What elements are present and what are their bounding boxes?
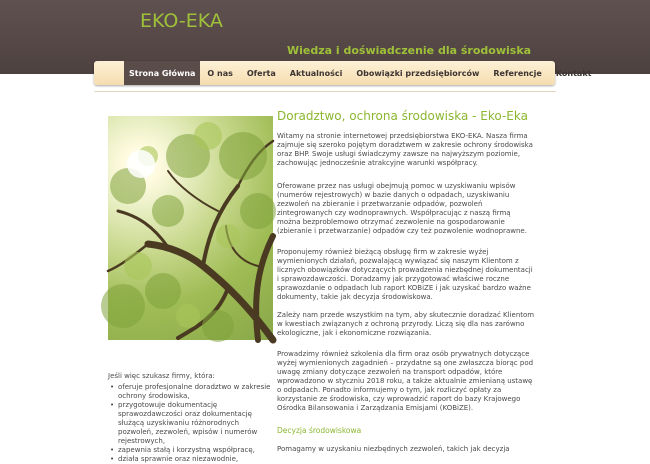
list-item: • przygotowuje dokumentację sprawozdawczości oraz dokumentację służącą uzyskiwaniu różnorodnych pozwoleń, zezwoleń, wpisów i numerów rejestrowych, [108,401,273,446]
nav-item-offer[interactable]: Oferta [246,68,276,78]
page-title: Doradztwo, ochrona środowiska - Eko-Eka [277,109,528,123]
nav-item-references[interactable]: Referencje [493,68,542,78]
nav-item-about[interactable]: O nas [207,68,233,78]
intro-paragraph: Witamy na stronie internetowej przedsiębiorstwa EKO-EKA. Nasza firma zajmuje się szeroko pojętym doradztwem w zakresie ochrony środowiska oraz BHP. Swoje usługi świadczymy zawsze na najwyższym poziomie, zachowując jednocześnie atrakcyjne warunki współpracy. [277,132,533,167]
nav-item-home[interactable]: Strona Główna [124,61,200,85]
services-paragraph: Oferowane przez nas usługi obejmują pomoc w uzyskiwaniu wpisów (numerów rejestrowych) w bazie danych o odpadach, uzyskiwaniu zezwoleń na zbieranie i przetwarzanie odpadów, pozwoleń zintegrowanych czy wodnoprawnych. Współpracując z naszą firmą można bezproblemowo otrzymać zezwolenie na gospodarowanie (zbieranie i przetwarzanie) odpadów czy też pozwolenie wodnoprawne. [277,182,527,235]
left-column [108,372,273,464]
site-logo[interactable]: EKO-EKA [140,10,223,32]
benefits-list [108,383,273,464]
nav-item-obligations[interactable]: Obowiązki przedsiębiorców [356,68,480,78]
nav-item-news[interactable]: Aktualności [289,68,343,78]
advice-paragraph: Zależy nam przede wszystkim na tym, aby skutecznie doradzać Klientom w kwestiach związanych z ochroną przyrody. Liczą się dla nas zarówno ekologiczne, jak i ekonomiczne rozwiązania. [277,311,535,337]
site-tagline: Wiedza i doświadczenie dla środowiska [287,44,532,57]
training-paragraph: Prowadzimy również szkolenia dla firm oraz osób prywatnych dotyczące wyżej wymienionych zagadnień – przydatne są one zwłaszcza biorąc pod uwagę zmiany dotyczące zezwoleń na transport odpadów, które wprowadzono w styczniu 2018 roku, a także aktualnie zmienianą ustawę o odpadach. Ponadto informujemy o tym, jak rozliczyć opłaty za korzystanie ze środowiska, czy wprowadzić raport do bazy Krajowego Ośrodka Bilansowania i Zarządzania Emisjami (KOBiZE). [277,350,534,412]
main-nav [94,61,592,85]
list-item: • zapewnia stałą i korzystną współpracę, [108,446,273,455]
tree-canopy-photo [108,116,273,340]
decision-paragraph: Pomagamy w uzyskaniu niezbędnych zezwoleń, takich jak decyzja [277,445,510,453]
tree-branches-illustration [108,116,273,340]
ongoing-service-paragraph: Proponujemy również bieżącą obsługę firm w zakresie wyżej wymienionych działań, pozwalającą wywiązać się naszym Klientom z licznych obowiązków dotyczących prowadzenia niezbędnej dokumentacji i sprawozdawczości. Doradzamy jak przygotować właściwe roczne sprawozdanie o odpadach lub raport KOBiZE i jak uzyskać bardzo ważne dokumenty, takie jak decyzja środowiskowa. [277,248,533,301]
environmental-decision-link[interactable]: Decyzja środowiskowa [277,426,362,435]
left-intro: Jeśli więc szukasz firmy, która: [108,372,215,380]
content-divider [94,91,556,92]
nav-item-contact[interactable]: Kontakt [555,68,592,78]
list-item: • działa sprawnie oraz niezawodnie, [108,455,273,464]
list-item: • oferuje profesjonalne doradztwo w zakresie ochrony środowiska, [108,383,273,401]
